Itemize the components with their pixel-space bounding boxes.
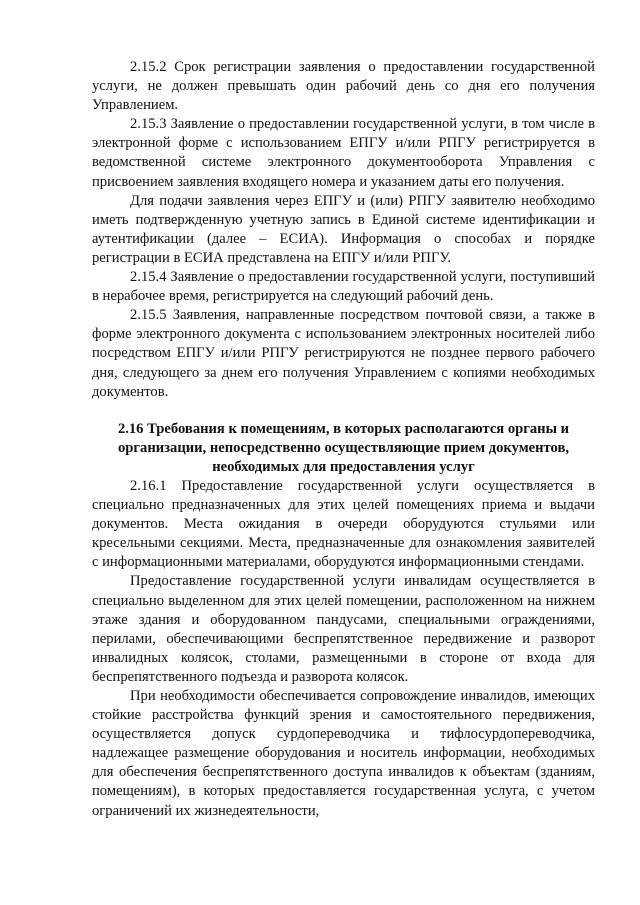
document-page — [92, 58, 595, 821]
paragraph-2-15-2: 2.15.2 Срок регистрации заявления о предоставлении государственной услуги, не должен превышать один рабочий день со дня его получения Управлением. — [92, 59, 595, 114]
paragraph-2-15-5: 2.15.5 Заявления, направленные посредством почтовой связи, а также в форме электронного документа с использованием электронных носителей либо посредством ЕПГУ и/или РПГУ регистрируются не позднее первого рабочего дня, следующего за днем его получения Управлением с копиями необходимых документов. — [92, 307, 595, 400]
paragraph-2-16-1: 2.16.1 Предоставление государственной услуги осуществляется в специально предназначенных для этих целей помещениях приема и выдачи документов. Места ожидания в очереди оборудуются стульями или кресельными секциями. Места, предназначенные для ознакомления заявителей с информационными материалами, оборудуются информационными стендами. — [92, 477, 595, 571]
paragraph-esia-registration: Для подачи заявления через ЕПГУ и (или) РПГУ заявителю необходимо иметь подтвержденную учетную запись в Единой системе идентификации и аутентификации (далее – ЕСИА). Информация о способах и порядке регистрации в ЕСИА представлена на ЕПГУ и/или РПГУ. — [92, 192, 595, 266]
section-heading-2-16: 2.16 Требования к помещениям, в которых располагаются органы и организации, непосредственно осуществляющие прием документов, необходимых для предоставления услуг — [117, 420, 570, 475]
paragraph-2-15-4: 2.15.4 Заявление о предоставлении государственной услуги, поступивший в нерабочее время, регистрируется на следующий рабочий день. — [92, 269, 595, 305]
paragraph-disabled-access: Предоставление государственной услуги инвалидам осуществляется в специально выделенном для этих целей помещении, расположенном на нижнем этаже здания и оборудованном пандусами, специальными ограждениями, перилами, обеспечивающими беспрепятственное передвижение и разворот инвалидных колясок, столами, размещенными в стороне от входа для беспрепятственного подъезда и разворота колясок. — [92, 573, 595, 685]
paragraph-accompaniment: При необходимости обеспечивается сопровождение инвалидов, имеющих стойкие расстройства функций зрения и самостоятельного передвижения, осуществляется допуск сурдопереводчика и тифлосурдопереводчика, надлежащее размещение оборудования и носитель информации, необходимых для обеспечения беспрепятственного доступа инвалидов к объектам (зданиям, помещениям), в которых предоставляется государственная услуга, с учетом ограничений их жизнедеятельности, — [92, 688, 595, 819]
paragraph-2-15-3: 2.15.3 Заявление о предоставлении государственной услуги, в том числе в электронной форме с использованием ЕПГУ и/или РПГУ регистрируется в ведомственной системе электронного документооборота Управления с присвоением заявления входящего номера и указанием даты его получения. — [92, 116, 595, 190]
